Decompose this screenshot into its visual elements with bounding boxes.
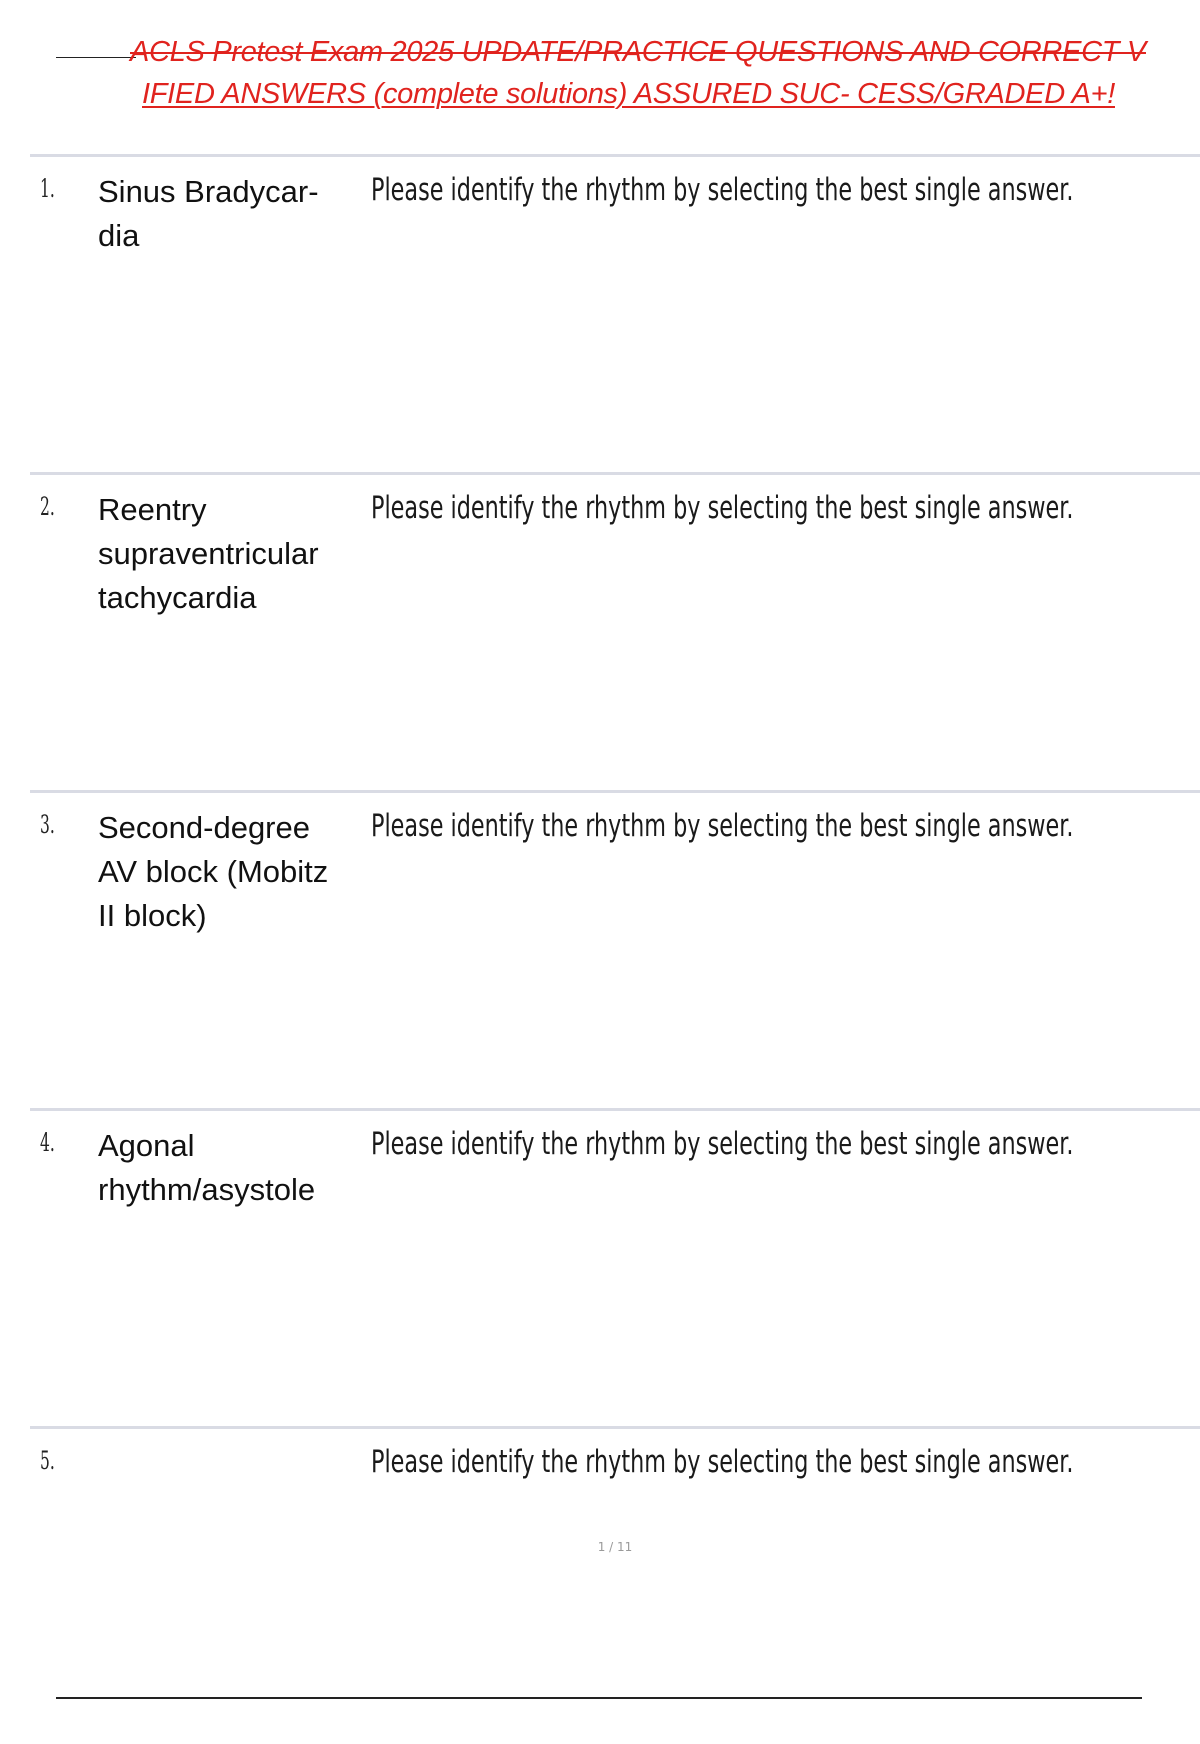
answer-term: Agonal rhythm/asystole: [98, 1128, 316, 1207]
document-title-line-1: ACLS Pretest Exam 2025 UPDATE/PRACTICE QUESTIONS AND CORRECT V: [130, 36, 1146, 68]
answer-term: Sinus Bradycar- dia: [98, 174, 319, 253]
question-number: 1.: [40, 174, 55, 203]
question-row: [0, 1108, 1200, 1426]
question-prompt: Please identify the rhythm by selecting the best single answer.: [371, 808, 1074, 844]
question-prompt: Please identify the rhythm by selecting the best single answer.: [371, 1444, 1074, 1480]
question-row: [0, 154, 1200, 472]
footer-rule: [56, 1697, 1142, 1699]
question-row: [0, 472, 1200, 790]
question-number: 5.: [40, 1446, 55, 1475]
document-header: [0, 0, 1200, 160]
document-title-line-2: IFIED ANSWERS (complete solutions) ASSURED SUC- CESS/GRADED A+!: [142, 78, 1115, 110]
question-number: 4.: [40, 1128, 55, 1157]
row-divider: [30, 1426, 1200, 1429]
row-divider: [30, 1108, 1200, 1111]
question-prompt: Please identify the rhythm by selecting the best single answer.: [371, 172, 1074, 208]
question-number: 2.: [40, 492, 55, 521]
row-divider: [30, 790, 1200, 793]
question-prompt: Please identify the rhythm by selecting the best single answer.: [371, 490, 1074, 526]
header-rule: [56, 57, 136, 58]
question-prompt: Please identify the rhythm by selecting the best single answer.: [371, 1126, 1074, 1162]
row-divider: [30, 154, 1200, 157]
page-number: 1 / 11: [597, 1540, 633, 1554]
answer-term: Second-degree AV block (Mobitz II block): [98, 810, 329, 933]
question-number: 3.: [40, 810, 55, 839]
row-divider: [30, 472, 1200, 475]
answer-term: Reentry supraventricular tachycardia: [98, 492, 319, 615]
question-row: [0, 790, 1200, 1108]
